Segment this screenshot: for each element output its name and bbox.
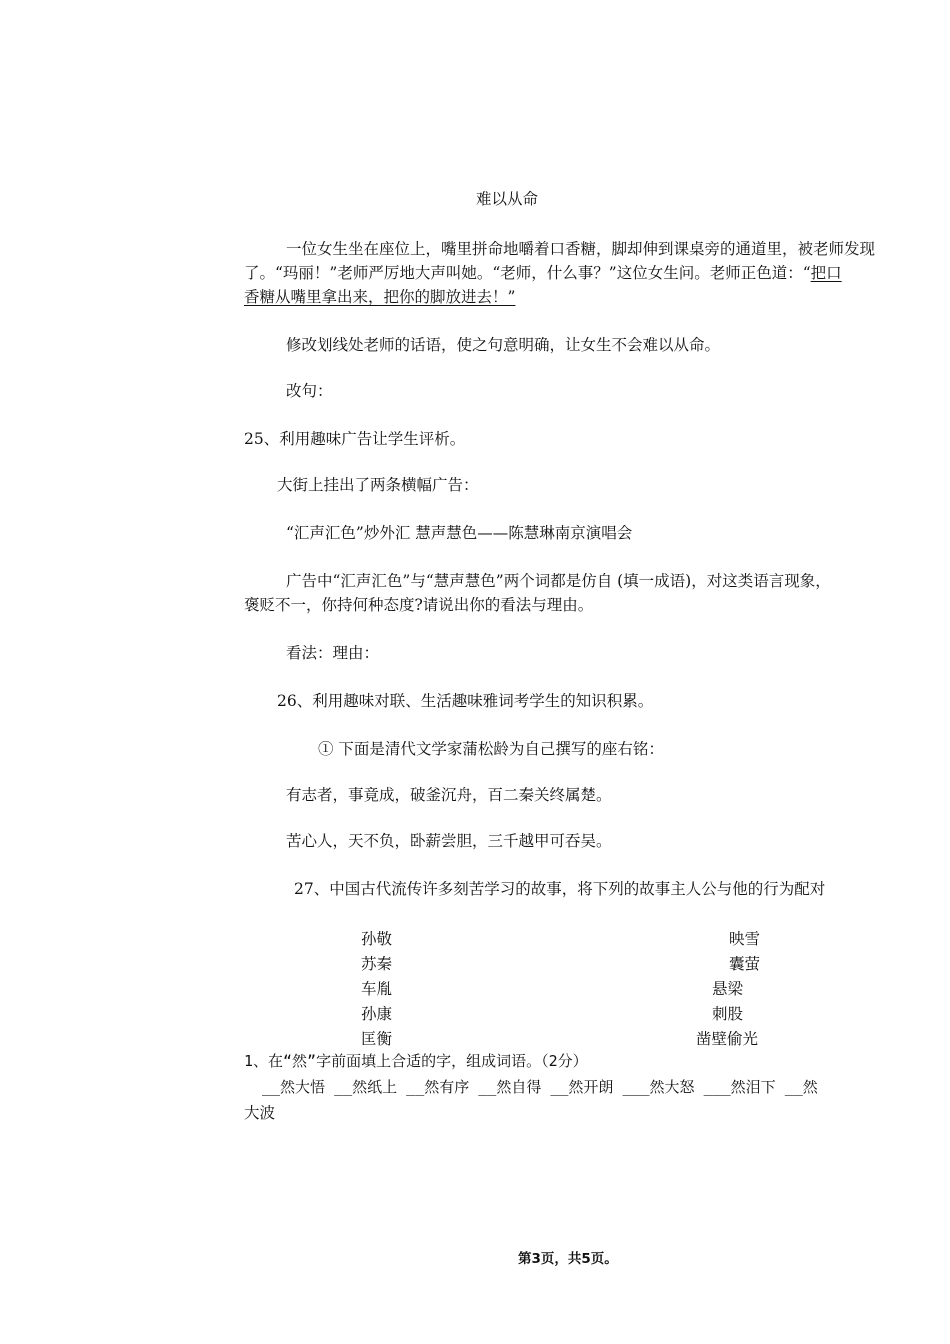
deed-2: 囊萤 <box>729 955 761 973</box>
page-title: 难以从命 <box>476 190 539 208</box>
deed-3: 悬梁 <box>712 980 744 998</box>
q26-sub: ① 下面是清代文学家蒲松龄为自己撰写的座右铭： <box>318 740 664 758</box>
q26-heading: 26、利用趣味对联、生活趣味雅词考学生的知识积累。 <box>277 692 654 710</box>
revise-answer-label: 改句： <box>286 382 333 400</box>
story-line-2 <box>244 262 842 284</box>
story-line-2-text: 了。“玛丽！”老师严厉地大声叫她。“老师，什么事？”这位女生问。老师正色道：“ <box>244 264 811 282</box>
q25-answer-label: 看法：理由： <box>286 644 380 662</box>
deed-4: 刺股 <box>712 1005 744 1023</box>
q27-heading: 27、中国古代流传许多刻苦学习的故事，将下列的故事主人公与他的行为配对 <box>294 880 826 898</box>
q1-blanks-tail: 大波 <box>244 1104 276 1122</box>
revise-instruction: 修改划线处老师的话语，使之句意明确，让女生不会难以从命。 <box>286 336 721 354</box>
underlined-teacher-speech-part1: 把口 <box>810 264 842 282</box>
q25-question-line-1: 广告中“汇声汇色”与“慧声慧色”两个词都是仿自 (填一成语)，对这类语言现象， <box>286 572 831 590</box>
q26-couplet-1: 有志者，事竟成，破釜沉舟，百二秦关终属楚。 <box>286 786 612 804</box>
q25-intro: 大街上挂出了两条横幅广告： <box>277 476 479 494</box>
person-1: 孙敬 <box>361 930 393 948</box>
deed-5: 凿壁偷光 <box>696 1030 759 1048</box>
person-2: 苏秦 <box>361 955 393 973</box>
q26-couplet-2: 苦心人，天不负，卧薪尝胆，三千越甲可吞吴。 <box>286 832 612 850</box>
page-footer: 第3页，共5页。 <box>518 1251 618 1267</box>
q1-blanks-line: __然大悟 __然纸上 __然有序 __然自得 __然开朗 ___然大怒 ___然泪下 __然 <box>262 1078 818 1096</box>
story-line-3 <box>244 286 515 308</box>
person-3: 车胤 <box>361 980 393 998</box>
underlined-teacher-speech-part2: 香糖从嘴里拿出来，把你的脚放进去！ <box>244 288 508 306</box>
q25-heading: 25、利用趣味广告让学生评析。 <box>244 430 466 448</box>
deed-1: 映雪 <box>729 930 761 948</box>
person-5: 匡衡 <box>361 1030 393 1048</box>
story-line-3-tail: ” <box>507 288 516 306</box>
story-line-1: 一位女生坐在座位上，嘴里拼命地嚼着口香糖，脚却伸到课桌旁的通道里，被老师发现 <box>286 240 876 258</box>
q25-ads: “汇声汇色”炒外汇 慧声慧色——陈慧琳南京演唱会 <box>286 524 633 542</box>
q1-heading: 1、在“然”字前面填上合适的字，组成词语。（2分） <box>244 1052 588 1070</box>
person-4: 孙康 <box>361 1005 393 1023</box>
q25-question-line-2: 褒贬不一，你持何种态度?请说出你的看法与理由。 <box>244 596 594 614</box>
